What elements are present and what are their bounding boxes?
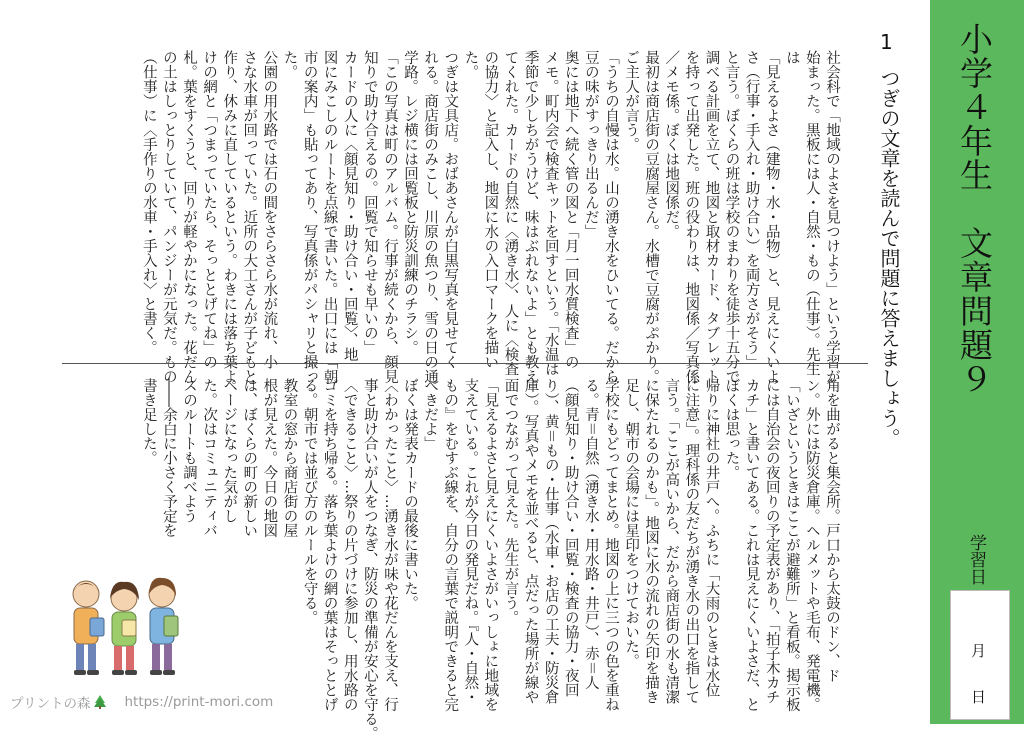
tree-icon: [94, 695, 106, 709]
three-children-icon: [64, 572, 186, 684]
day-label: 日: [971, 688, 987, 706]
footer: [10, 692, 273, 712]
question-instruction: つぎの文章を読んで問題に答えましょう。: [877, 68, 901, 448]
month-label: 月: [971, 642, 987, 660]
date-label: 学習日: [966, 534, 986, 585]
site-url[interactable]: https://print-mori.com: [124, 694, 274, 710]
site-name: プリントの森: [10, 696, 91, 712]
question-number: 1: [880, 30, 893, 54]
worksheet-title: 小学４年生 文章問題９: [955, 22, 994, 396]
passage-part-2: 角を曲がると集会所。戸口から太鼓のドン、ド ン。外には防災倉庫。ヘルメットや毛布、発電機。 「いざというときはここが避難所」と看板。掲示板 には自治会の夜回りの予定表があり、「拍子木カチ カチ」と書いてある。これは見えにくいよさだ、と ぼくは思った。 帰りに神社の井戸へ。ふちに「大雨のときは水位 に注意」。理科係の友だちが湧き水の出口を指して 言う。「ここが高いから、だから商店街の水も清潔 に保たれるのかも」。地図に水の流れの矢印を描き 足し、朝市の会場には星印をつけておいた。 学校にもどってまとめ。地図の上に三つの色を重ね る。青＝自然（湧き水・用水路・井戸）、赤＝人 （顔見知り・助け合い・回覧・検査の協力・夜回 り）、黄＝もの・仕事（水車・お店の工夫・防災倉 庫）。写真やメモを並べると、点だった場所が線や 面でつながって見えた。先生が言う。 「見えるよさと見えにくいよさがいっしょに地域を 支えている。これが今日の発見だね。『人・自然・ もの』をむすぶ線を、自分の言葉で説明できると完 ぺきだよ」 ぼくは発表カードの最後に書いた。 〈わかったこと〉…湧き水が味や花だんを支え、行 事と助け合いが人をつなぎ、防災の準備が安心を守る。 〈できること〉…祭りの片づけに参加し、用水路の ゴミを持ち帰る。落ち葉よけの網の葉はそっととげ る。朝市では並び方のルールを守る。 教室の窓から商店街の屋 根が見えた。今日の地図 は、ぼくらの町の新しい ページになった気がし た。次はコミュニティバ スのルートも調べよう ――余白に小さく予定を 書き足した。: [140, 378, 840, 741]
passage-part-1: 社会科で「地域のよさを見つけよう」という学習が 始まった。黒板には人・自然・もの（仕事）。先生 は 「見えるよさ（建物・水・品物）と、見えにくいよ さ（行事・手入れ・助け合い）を両方さがそう」 と言う。ぼくらの班は学校のまわりを徒歩十五分で 調べる計画を立て、地図と取材カード、タブレット を持って出発した。班の役わりは、地図係／写真係 ／メモ係。ぼくは地図係だ。 最初は商店街の豆腐屋さん。水槽で豆腐がぷかり。 ご主人が言う。 「うちの自慢は水。山の湧き水をひいてる。だから 豆の味がすっきり出るんだ」 奥には地下へ続く管の図と「月一回水質検査」の メモ。町内会で検査キットを回すという。「水温は 季節で少しちがうけど、味はぶれないよ」とも教え てくれた。カードの自然に〈湧き水〉、人に〈検査 の協力〉と記入し、地図に水の入口マークを描い た。 つぎは文具店。おばあさんが白黒写真を見せてく れる。商店街のみこし、川原の魚つり、雪の日の通 学路。レジ横には回覧板と防災訓練のチラシ。 「この写真は町のアルバム。行事が続くから、顔見 知りで助け合えるの。回覧で知らせも早いの」 カードの人に〈顔見知り・助け合い・回覧〉、地 図にみこしのルートを点線で書いた。出口には「朝 市の案内」も貼ってあり、写真係がパシャリと撮っ た。 公園の用水路では石の間をさらさら水が流れ、小 さな水車が回っていた。近所の大工さんが子どもと 作り、休みに直しているという。わきには落ち葉よ けの網と「つまっていたら、そっととげてね」の 札。葉をすくうと、回りが軽やかになった。花だん の土はしっとりしていて、パンジーが元気だ。もの （仕事）に〈手作りの水車・手入れ〉と書く。: [140, 50, 840, 384]
section-divider: [62, 363, 868, 364]
